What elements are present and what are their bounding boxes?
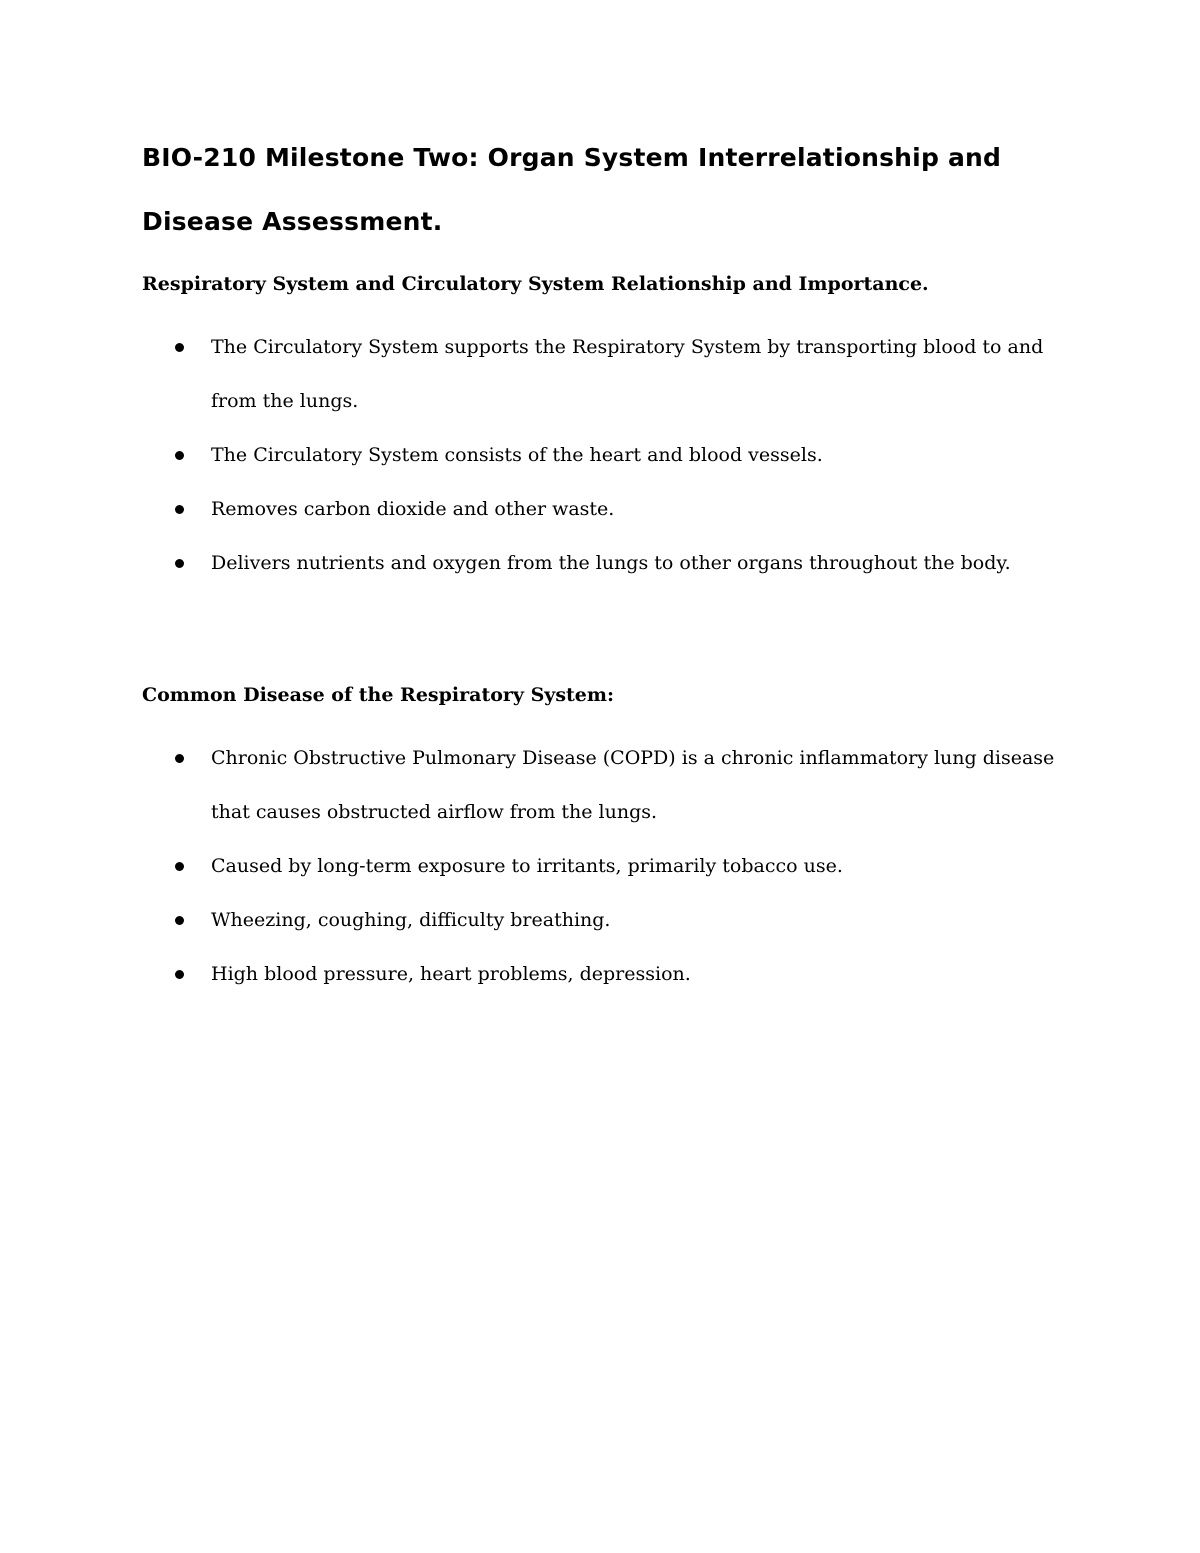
bullet-list-disease [142,731,1082,1001]
bullet-icon [175,970,184,979]
list-item [142,320,1082,428]
bullet-list-relationship [142,320,1082,590]
list-item [142,947,1082,1001]
section-heading-disease: Common Disease of the Respiratory System: [142,684,615,706]
bullet-icon [175,505,184,514]
list-item-text: The Circulatory System consists of the heart and blood vessels. [211,444,823,466]
list-item [142,839,1082,893]
list-item-text: Chronic Obstructive Pulmonary Disease (COPD) is a chronic inflammatory lung disease that causes obstructed airflow from the lungs. [211,747,1055,823]
list-item [142,482,1082,536]
list-item [142,893,1082,947]
list-item-text: Delivers nutrients and oxygen from the lungs to other organs throughout the body. [211,552,1011,574]
list-item-text: Wheezing, coughing, difficulty breathing. [211,909,611,931]
document-title: BIO-210 Milestone Two: Organ System Interrelationship and Disease Assessment. [142,143,1002,236]
list-item-text: Removes carbon dioxide and other waste. [211,498,615,520]
bullet-icon [175,862,184,871]
bullet-icon [175,754,184,763]
list-item-text: Caused by long-term exposure to irritants, primarily tobacco use. [211,855,843,877]
bullet-icon [175,559,184,568]
document-page [142,0,1082,1001]
bullet-icon [175,343,184,352]
list-item [142,428,1082,482]
list-item [142,731,1082,839]
list-item-text: High blood pressure, heart problems, depression. [211,963,691,985]
bullet-icon [175,916,184,925]
bullet-icon [175,451,184,460]
list-item-text: The Circulatory System supports the Respiratory System by transporting blood to and from the lungs. [211,336,1044,412]
list-item [142,536,1082,590]
section-heading-relationship: Respiratory System and Circulatory System Relationship and Importance. [142,273,929,295]
